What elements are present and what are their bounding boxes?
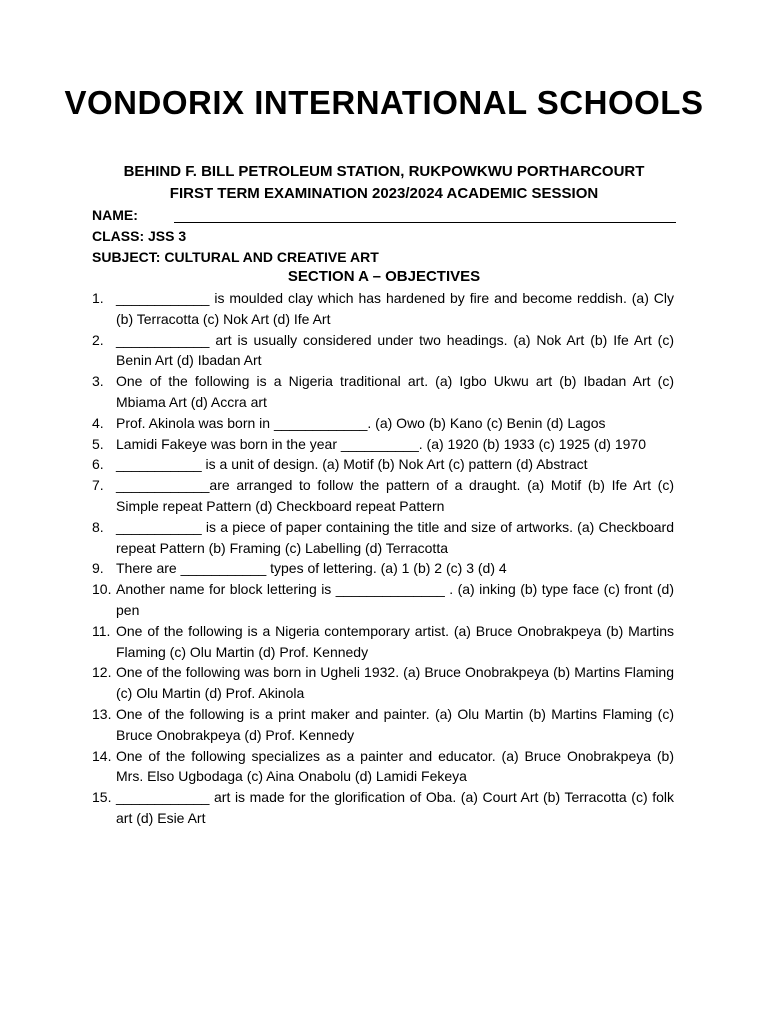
exam-title: FIRST TERM EXAMINATION 2023/2024 ACADEMIC SESSION <box>169 185 599 202</box>
question-text: ____________ art is usually considered under two headings. (a) Nok Art (b) Ife Art (c) Benin Art (d) Ibadan Art <box>116 331 674 369</box>
question-item <box>92 454 674 475</box>
section-title: SECTION A – OBJECTIVES <box>287 268 481 285</box>
question-text: Another name for block lettering is ______________ . (a) inking (b) type face (c) front (d) pen <box>116 581 674 618</box>
question-item <box>92 558 674 579</box>
question-item <box>92 787 674 829</box>
school-name: VONDORIX INTERNATIONAL SCHOOLS <box>64 84 704 121</box>
question-number: 2. <box>92 331 104 348</box>
question-item <box>92 704 674 746</box>
question-text: One of the following was born in Ugheli 1932. (a) Bruce Onobrakpeya (b) Martins Flaming (c) Olu Martin (d) Prof. Akinola <box>116 664 674 702</box>
name-blank-line <box>174 206 676 223</box>
question-number: 15. <box>92 789 112 806</box>
question-text: One of the following specializes as a painter and educator. (a) Bruce Onobrakpeya (b) Mrs. Elso Ugbodaga (c) Aina Onabolu (d) Lamidi Fekeya <box>116 747 674 785</box>
question-number: 6. <box>92 456 104 473</box>
name-label: NAME: <box>92 207 138 223</box>
question-text: ____________ art is made for the glorification of Oba. (a) Court Art (b) Terracotta (c) folk art (d) Esie Art <box>116 789 674 826</box>
question-item <box>92 517 674 559</box>
question-item <box>92 621 674 663</box>
question-number: 4. <box>92 414 104 431</box>
question-number: 10. <box>92 581 112 598</box>
question-item <box>92 413 674 434</box>
question-text: ___________ is a unit of design. (a) Motif (b) Nok Art (c) pattern (d) Abstract <box>116 456 588 473</box>
question-item <box>92 475 674 517</box>
question-list <box>92 288 674 829</box>
question-text: Lamidi Fakeye was born in the year __________. (a) 1920 (b) 1933 (c) 1925 (d) 1970 <box>116 435 646 452</box>
question-number: 3. <box>92 373 104 390</box>
question-text: Prof. Akinola was born in ____________. (a) Owo (b) Kano (c) Benin (d) Lagos <box>116 414 606 431</box>
question-number: 9. <box>92 560 104 577</box>
question-text: ___________ is a piece of paper containing the title and size of artworks. (a) Checkboard repeat Pattern (b) Framing (c) Labelling (d) Terracotta <box>116 518 674 556</box>
school-address: BEHIND F. BILL PETROLEUM STATION, RUKPOWKWU PORTHARCOURT <box>123 163 645 180</box>
question-number: 8. <box>92 518 104 535</box>
class-label: CLASS: JSS 3 <box>92 228 187 244</box>
subject-label: SUBJECT: CULTURAL AND CREATIVE ART <box>92 249 379 265</box>
question-number: 14. <box>92 747 112 764</box>
question-item <box>92 330 674 372</box>
question-text: One of the following is a print maker and painter. (a) Olu Martin (b) Martins Flaming (c) Bruce Onobrakpeya (d) Prof. Kennedy <box>116 705 674 743</box>
question-text: There are ___________ types of lettering. (a) 1 (b) 2 (c) 3 (d) 4 <box>116 560 507 577</box>
question-number: 1. <box>92 290 104 306</box>
question-item <box>92 746 674 788</box>
question-item <box>92 579 674 621</box>
question-text: ____________are arranged to follow the pattern of a draught. (a) Motif (b) Ife Art (c) Simple repeat Pattern (d) Checkboard repeat Pattern <box>116 477 674 514</box>
question-item <box>92 662 674 704</box>
question-text: One of the following is a Nigeria traditional art. (a) Igbo Ukwu art (b) Ibadan Art (c) Mbiama Art (d) Accra art <box>116 373 674 410</box>
question-number: 5. <box>92 435 104 452</box>
question-item <box>92 371 674 413</box>
question-text: ____________ is moulded clay which has hardened by fire and become reddish. (a) Cly (b) Terracotta (c) Nok Art (d) Ife Art <box>116 290 674 327</box>
question-number: 13. <box>92 705 112 722</box>
question-text: One of the following is a Nigeria contemporary artist. (a) Bruce Onobrakpeya (b) Martins Flaming (c) Olu Martin (d) Prof. Kennedy <box>116 622 674 660</box>
question-number: 11. <box>92 622 111 639</box>
question-number: 7. <box>92 477 104 494</box>
question-number: 12. <box>92 664 112 681</box>
question-item <box>92 434 674 455</box>
name-field <box>92 205 676 225</box>
question-item <box>92 288 674 330</box>
